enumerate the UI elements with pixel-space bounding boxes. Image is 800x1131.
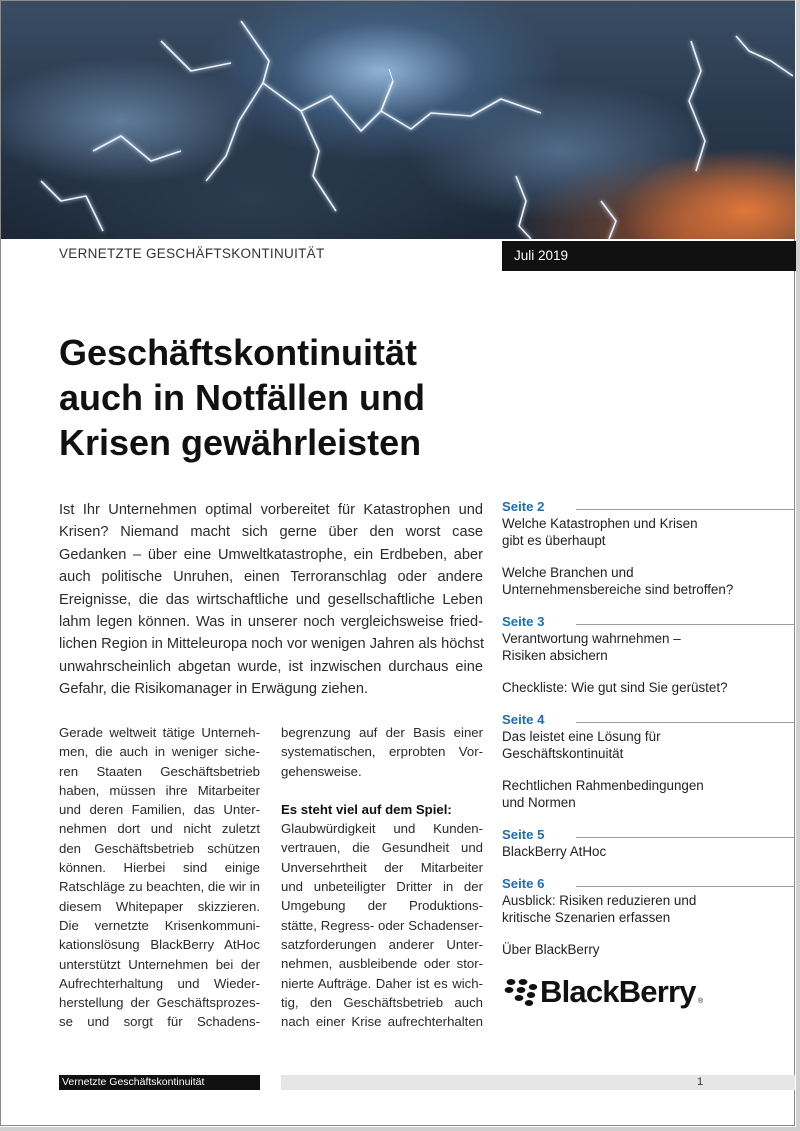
intro-line: lichen Region in Mitteleuropa noch vor wenigen Jahren als höchst bbox=[59, 636, 485, 653]
toc-entry[interactable] bbox=[502, 826, 795, 860]
body-line: tig, den Geschäftsbetrieb auch bbox=[281, 994, 483, 1010]
intro-line: Ereignisse, die das wirtschaftliche und gesellschaftliche Leben bbox=[59, 591, 483, 608]
body-line: nehmen, ausbleibende oder stor- bbox=[281, 956, 483, 972]
body-line: nierte Aufträge. Daher ist es wich- bbox=[281, 975, 483, 991]
toc-entry[interactable] bbox=[502, 875, 795, 926]
body-line: stätte, Regress- oder Schadenser- bbox=[281, 917, 483, 933]
toc-text: kritische Szenarien erfassen bbox=[502, 910, 671, 925]
toc-text: BlackBerry AtHoc bbox=[502, 844, 607, 859]
intro-line: auch politische Unruhen, einen Terroranschlag oder andere bbox=[59, 569, 483, 586]
body-line: Glaubwürdigkeit und Kunden- bbox=[281, 821, 483, 837]
toc-entry[interactable] bbox=[502, 777, 795, 811]
toc-text: Unternehmensbereiche sind betroffen? bbox=[502, 582, 734, 597]
toc-text: Ausblick: Risiken reduzieren und bbox=[502, 893, 697, 908]
body-line: diesem Whitepaper skizzieren. bbox=[59, 898, 260, 914]
blackberry-keys-icon bbox=[502, 978, 538, 1008]
toc-page-label: Seite 5 bbox=[502, 827, 545, 842]
body-line: Aufrechterhaltung und Wieder- bbox=[59, 975, 260, 991]
blackberry-logo bbox=[502, 972, 712, 1016]
toc-page-label: Seite 3 bbox=[502, 614, 545, 629]
footer-bar bbox=[281, 1075, 795, 1090]
body-line: Umgebung der Produktions- bbox=[281, 898, 483, 914]
body-line: können. Hierbei sind einige bbox=[59, 860, 260, 876]
title-line: Geschäftskontinuität bbox=[59, 332, 418, 373]
body-line: se und sorgt für Schadens- bbox=[59, 1014, 260, 1030]
intro-paragraph bbox=[59, 499, 483, 701]
toc-divider bbox=[576, 837, 795, 838]
body-line: vertrauen, die Gesundheit und bbox=[281, 840, 483, 856]
toc-divider bbox=[576, 886, 795, 887]
body-line: Ratschläge zu beachten, die wir in bbox=[59, 879, 260, 895]
toc-entry[interactable] bbox=[502, 941, 795, 958]
body-line: haben, müssen ihre Mitarbeiter bbox=[59, 782, 260, 798]
toc-text: gibt es überhaupt bbox=[502, 533, 606, 548]
toc-text: Welche Katastrophen und Krisen bbox=[502, 516, 698, 531]
toc-text: Über BlackBerry bbox=[502, 942, 600, 957]
page-title bbox=[59, 330, 499, 465]
table-of-contents bbox=[502, 498, 795, 958]
body-line: unterstützt Unternehmen bei der bbox=[59, 956, 260, 972]
toc-text: und Normen bbox=[502, 795, 576, 810]
body-line: nehmen dort und nicht zuletzt bbox=[59, 821, 260, 837]
intro-line: lahm legen können. Was in unserer noch vergleichsweise fried- bbox=[59, 614, 483, 631]
toc-divider bbox=[576, 624, 795, 625]
section-label: VERNETZTE GESCHÄFTSKONTINUITÄT bbox=[59, 246, 325, 261]
body-line: und deren Familien, das Unter- bbox=[59, 802, 260, 818]
body-line: men, die auch in weniger siche- bbox=[59, 744, 260, 760]
toc-entry[interactable] bbox=[502, 498, 795, 549]
body-line: gehensweise. bbox=[281, 763, 362, 779]
intro-line: Ist Ihr Unternehmen optimal vorbereitet für Katastrophen und bbox=[59, 502, 483, 518]
title-line: Krisen gewährleisten bbox=[59, 422, 422, 463]
toc-text: Rechtlichen Rahmenbedingungen bbox=[502, 778, 704, 793]
body-line: begrenzung auf der Basis einer bbox=[281, 725, 483, 740]
toc-entry[interactable] bbox=[502, 613, 795, 664]
intro-line: Krisen? Niemand macht sich gerne über den worst case bbox=[59, 524, 483, 541]
lightning-bolts bbox=[1, 1, 795, 239]
toc-text: Checkliste: Wie gut sind Sie gerüstet? bbox=[502, 680, 728, 695]
title-line: auch in Notfällen und bbox=[59, 377, 425, 418]
toc-divider bbox=[576, 722, 795, 723]
page-number: 1 bbox=[697, 1076, 704, 1088]
toc-entry[interactable] bbox=[502, 711, 795, 762]
toc-page-label: Seite 6 bbox=[502, 876, 545, 891]
body-line: herstellung der Geschäftsprozes- bbox=[59, 995, 260, 1011]
body-line: nach einer Krise aufrechterhalten bbox=[281, 1014, 483, 1030]
toc-text: Welche Branchen und bbox=[502, 565, 634, 580]
toc-entry[interactable] bbox=[502, 564, 795, 598]
body-line: Gerade weltweit tätige Unterneh- bbox=[59, 725, 260, 740]
toc-page-label: Seite 4 bbox=[502, 712, 545, 727]
body-line: kationslösung BlackBerry AtHoc bbox=[59, 937, 260, 953]
body-column-left bbox=[59, 723, 260, 1032]
logo-wordmark: BlackBerry bbox=[540, 974, 696, 1009]
date-badge: Juli 2019 bbox=[502, 241, 796, 271]
toc-entry[interactable] bbox=[502, 679, 795, 696]
toc-text: Risiken absichern bbox=[502, 648, 608, 663]
intro-line: Gefahr, die Risikomanager in Erwägung ziehen. bbox=[59, 681, 369, 698]
body-line: ren Staaten Geschäftsbetrieb bbox=[59, 763, 260, 779]
body-line: den Geschäftsbetrieb schützen bbox=[59, 840, 260, 856]
intro-line: unwahrscheinlich abgetan wurde, ist inzwischen durchaus eine bbox=[59, 658, 483, 675]
footer-label: Vernetzte Geschäftskontinuität bbox=[59, 1075, 260, 1090]
body-line: systematischen, erprobten Vor- bbox=[281, 744, 483, 760]
toc-page-label: Seite 2 bbox=[502, 499, 545, 514]
toc-divider bbox=[576, 509, 795, 510]
registered-mark: ® bbox=[698, 998, 704, 1005]
body-column-right bbox=[281, 723, 483, 1031]
body-line: Unversehrtheit der Mitarbeiter bbox=[281, 859, 483, 875]
body-line: Die vernetzte Krisenkommuni- bbox=[59, 917, 260, 933]
body-line: satzforderungen anderer Unter- bbox=[281, 936, 483, 952]
body-line: und unbeteiligter Dritter in der bbox=[281, 879, 483, 895]
toc-text: Das leistet eine Lösung für bbox=[502, 729, 661, 744]
storm-hero-image bbox=[1, 1, 795, 239]
subheading: Es steht viel auf dem Spiel: bbox=[281, 801, 452, 817]
intro-line: Gedanken – über eine Umweltkatastrophe, ein Erdbeben, aber bbox=[59, 546, 483, 563]
toc-text: Verantwortung wahrnehmen – bbox=[502, 631, 681, 646]
toc-text: Geschäftskontinuität bbox=[502, 746, 624, 761]
